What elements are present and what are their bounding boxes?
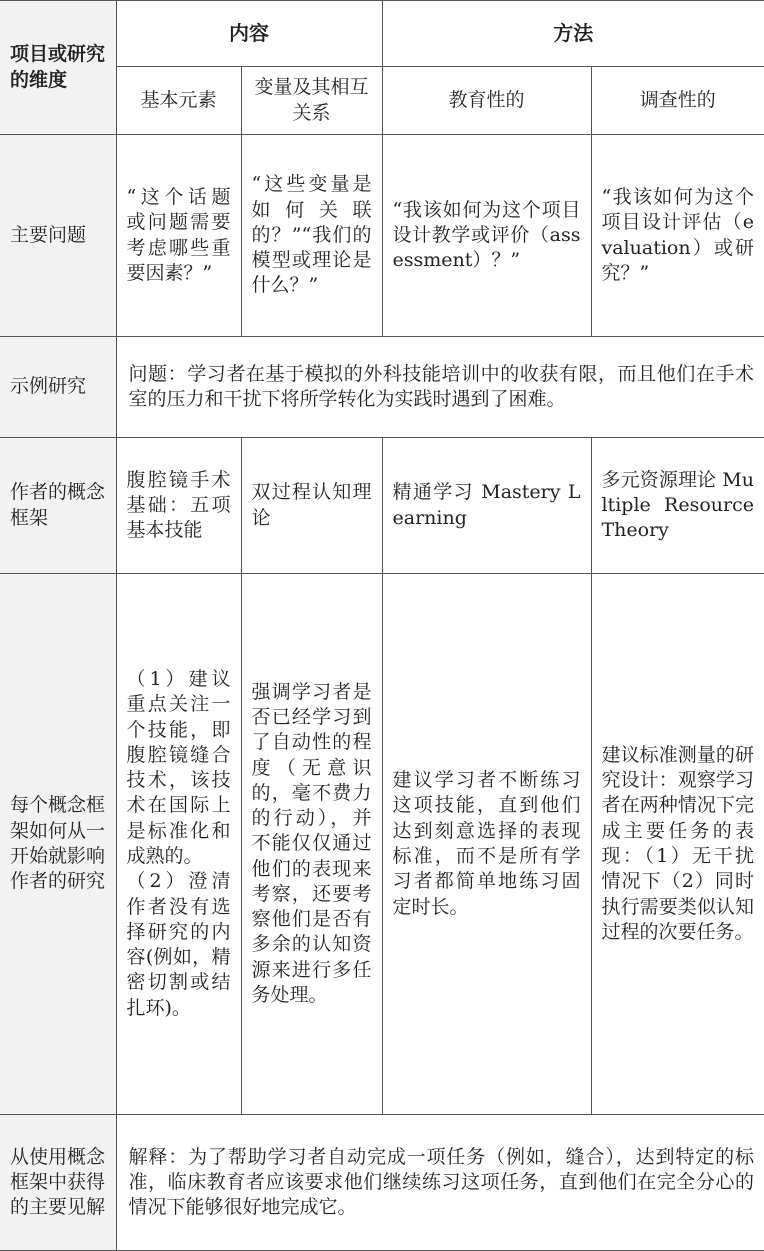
influence-basic-point-1: （1）建议重点关注一个技能，即腹腔镜缝合技术，该技术在国际上是标准化和成熟的。: [126, 668, 231, 867]
row-label-main-question: 主要问题: [0, 135, 116, 337]
column-header-basic-elements: 基本元素: [116, 67, 241, 135]
method-group-header: 方法: [382, 1, 764, 67]
influence-basic-point-2: （2）澄清作者没有选择研究的内容(例如，精密切割或结扎环)。: [126, 870, 231, 1019]
main-question-basic: “这个话题或问题需要考虑哪些重要因素？”: [116, 135, 241, 337]
influence-variables: 强调学习者是否已经学习到了自动性的程度（无意识的，毫不费力的行动），并不能仅仅通过他们的表现来考察，还要考察他们是否有多余的认知资源来进行多任务处理。: [241, 574, 382, 1115]
column-header-educational: 教育性的: [382, 67, 591, 135]
insight-text: 解释：为了帮助学习者自动完成一项任务（例如，缝合），达到特定的标准，临床教育者应该要求他们继续练习这项任务，直到他们在完全分心的情况下能够很好地完成它。: [116, 1115, 764, 1251]
framework-variables: 双过程认知理论: [241, 438, 382, 574]
framework-educational: 精通学习 Mastery Learning: [382, 438, 591, 574]
column-header-investigative: 调查性的: [591, 67, 764, 135]
main-question-variables: “这些变量是如何关联的？”“我们的模型或理论是什么？”: [241, 135, 382, 337]
influence-basic: [116, 574, 241, 1115]
dimension-header: 项目或研究的维度: [0, 1, 116, 135]
influence-investigative: 建议标准测量的研究设计：观察学习者在两种情况下完成主要任务的表现：（1）无干扰情况下（2）同时执行需要类似认知过程的次要任务。: [591, 574, 764, 1115]
header-row-groups: [0, 1, 764, 67]
row-framework: [0, 438, 764, 574]
row-label-insight: 从使用概念框架中获得的主要见解: [0, 1115, 116, 1251]
example-text: 问题：学习者在基于模拟的外科技能培训中的收获有限，而且他们在手术室的压力和干扰下将所学转化为实践时遇到了困难。: [116, 337, 764, 438]
row-example: [0, 337, 764, 438]
framework-investigative: 多元资源理论 Multiple Resource Theory: [591, 438, 764, 574]
influence-educational: 建议学习者不断练习这项技能，直到他们达到刻意选择的表现标准，而不是所有学习者都简单地练习固定时长。: [382, 574, 591, 1115]
row-main-question: [0, 135, 764, 337]
row-label-influence: 每个概念框架如何从一开始就影响作者的研究: [0, 574, 116, 1115]
content-group-header: 内容: [116, 1, 382, 67]
framework-basic: 腹腔镜手术基础：五项基本技能: [116, 438, 241, 574]
row-insight: [0, 1115, 764, 1251]
row-label-framework: 作者的概念框架: [0, 438, 116, 574]
column-header-variables: 变量及其相互关系: [241, 67, 382, 135]
main-question-educational: “我该如何为这个项目设计教学或评价（assessment）？”: [382, 135, 591, 337]
main-question-investigative: “我该如何为这个项目设计评估（evaluation）或研究？”: [591, 135, 764, 337]
row-label-example: 示例研究: [0, 337, 116, 438]
row-influence: [0, 574, 764, 1115]
